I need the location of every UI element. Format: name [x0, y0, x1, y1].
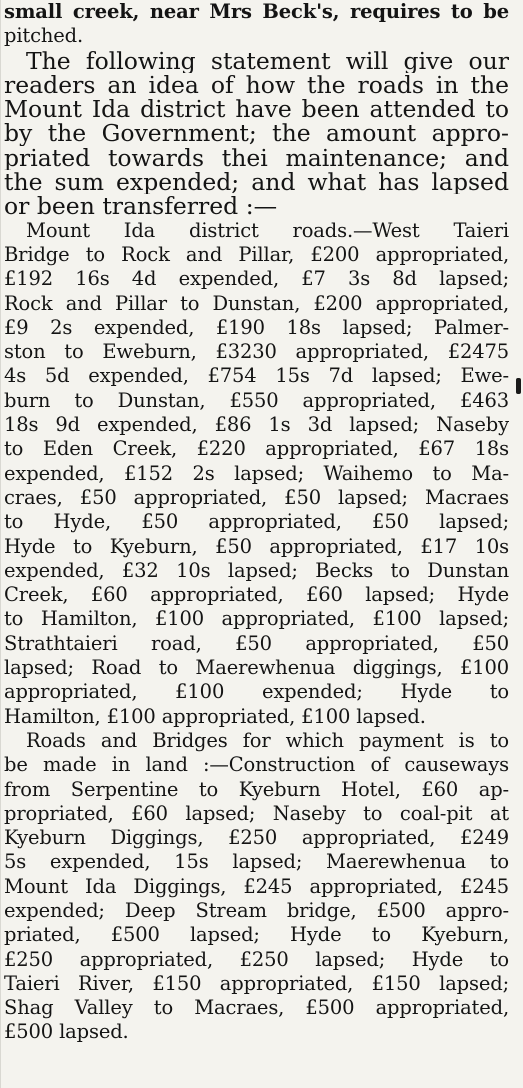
text-line: by the Government; the amount appro- [4, 121, 509, 146]
paragraph-land-payment [4, 729, 509, 1045]
text-line: priated, £500 lapsed; Hyde to Kyeburn, [4, 923, 509, 947]
text-line: 4s 5d expended, £754 15s 7d lapsed; Ewe- [4, 364, 509, 388]
paragraph-district-roads [4, 219, 509, 729]
text-line: readers an idea of how the roads in the [4, 72, 509, 98]
text-line: The following statement will give our [26, 48, 509, 73]
text-line: expended; Deep Stream bridge, £500 appro- [4, 898, 509, 922]
text-line: craes, £50 appropriated, £50 lapsed; Macraes [4, 485, 509, 509]
text-line: Shag Valley to Macraes, £500 appropriated, [4, 996, 509, 1020]
text-line: pitched. [4, 24, 84, 48]
text-line: 5s expended, 15s lapsed; Maerewhenua to [4, 850, 509, 874]
text-line: from Serpentine to Kyeburn Hotel, £60 ap- [4, 777, 509, 801]
text-line: Kyeburn Diggings, £250 appropriated, £249 [4, 826, 509, 850]
text-line: Creek, £60 appropriated, £60 lapsed; Hyde [4, 583, 509, 607]
text-line: Hamilton, £100 appropriated, £100 lapsed. [4, 704, 426, 728]
text-line: £192 16s 4d expended, £7 3s 8d lapsed; [4, 267, 509, 291]
text-line: £250 appropriated, £250 lapsed; Hyde to [4, 947, 509, 971]
text-line: Mount Ida Diggings, £245 appropriated, £245 [4, 874, 509, 898]
text-line: appropriated, £100 expended; Hyde to [4, 680, 509, 704]
text-line: £9 2s expended, £190 18s lapsed; Palmer- [4, 315, 509, 339]
text-line: £500 lapsed. [4, 1020, 129, 1044]
text-line: Mount Ida district have been attended to [4, 97, 509, 122]
paragraph-intro-tail [4, 0, 509, 49]
text-line: expended, £152 2s lapsed; Waihemo to Ma- [4, 461, 509, 485]
text-line: expended, £32 10s lapsed; Becks to Dunstan [4, 558, 509, 582]
text-line: lapsed; Road to Maerewhenua diggings, £100 [4, 656, 509, 680]
text-line: propriated, £60 lapsed; Naseby to coal-pit at [4, 801, 509, 825]
text-line: 18s 9d expended, £86 1s 3d lapsed; Naseby [4, 413, 509, 437]
article-body [4, 0, 509, 1045]
text-line: Hyde to Kyeburn, £50 appropriated, £17 10s [4, 534, 509, 558]
text-line: the sum expended; and what has lapsed [4, 170, 509, 195]
text-line: burn to Dunstan, £550 appropriated, £463 [4, 388, 509, 412]
text-line: Taieri River, £150 appropriated, £150 lapsed; [4, 971, 509, 995]
text-line: be made in land :—Construction of causeways [4, 753, 509, 777]
text-line: priated towards thei maintenance; and [4, 145, 509, 171]
text-line: Rock and Pillar to Dunstan, £200 appropriated, [4, 291, 509, 315]
text-line: Roads and Bridges for which payment is to [26, 728, 509, 752]
text-line: small creek, near Mrs Beck's, requires to be [4, 0, 509, 23]
text-line: to Hamilton, £100 appropriated, £100 lapsed; [4, 607, 509, 631]
ink-blot-mark [516, 378, 521, 394]
column-left-rule [0, 0, 1, 1088]
paragraph-statement [4, 49, 509, 219]
text-line: to Eden Creek, £220 appropriated, £67 18s [4, 437, 509, 461]
text-line: to Hyde, £50 appropriated, £50 lapsed; [4, 510, 509, 534]
text-line: or been transferred :— [4, 194, 278, 219]
text-line: Strathtaieri road, £50 appropriated, £50 [4, 631, 509, 655]
text-line: Bridge to Rock and Pillar, £200 appropriated, [4, 242, 509, 266]
text-line: Mount Ida district roads.—West Taieri [26, 218, 509, 242]
text-line: ston to Eweburn, £3230 appropriated, £2475 [4, 340, 509, 364]
